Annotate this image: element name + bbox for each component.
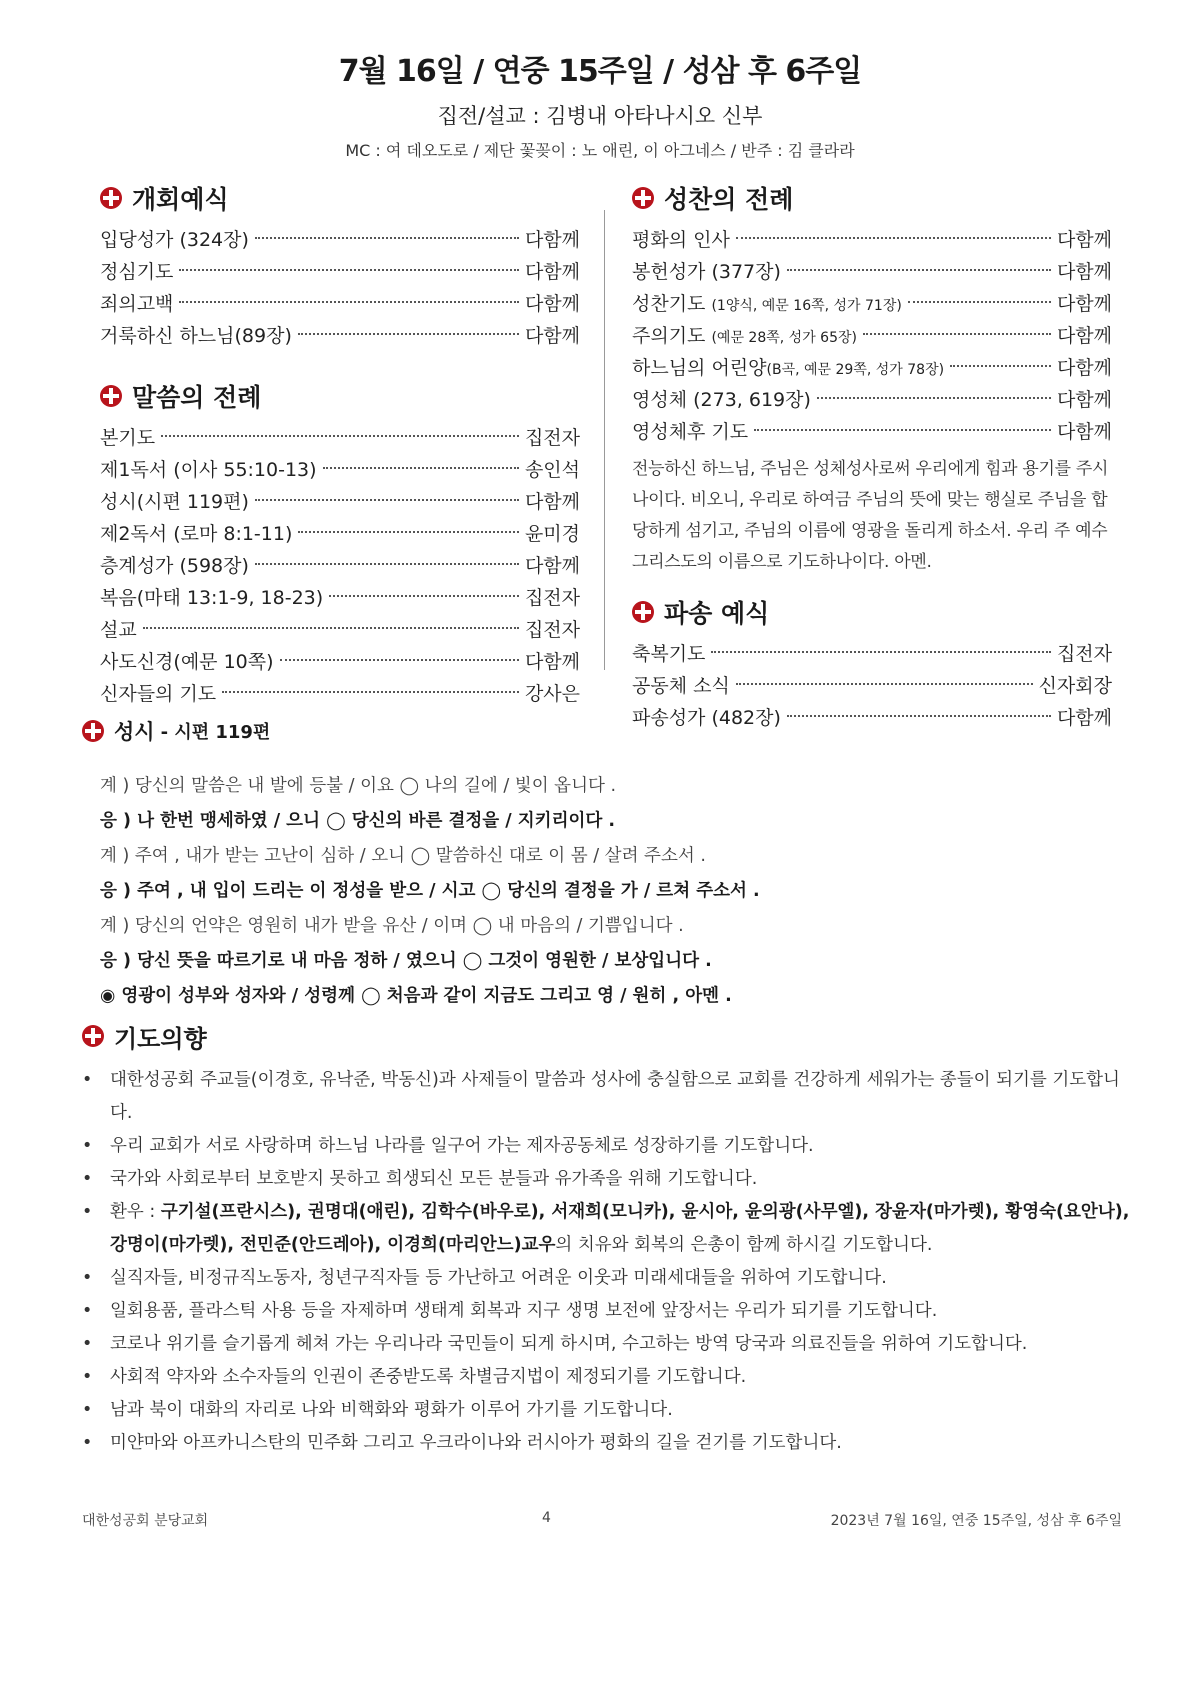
order-item-label: 하느님의 어린양(B곡, 예문 29쪽, 성가 78장)	[632, 357, 945, 379]
psalm-verse: 응 ) 주여 , 내 입이 드리는 이 정성을 받으 / 시고 ◯ 당신의 결정을 가 / 르쳐 주소서 .	[100, 881, 760, 901]
bullet-icon: •	[82, 1070, 93, 1090]
leader-dots	[736, 683, 1033, 685]
order-item-label: 복음(마태 13:1-9, 18-23)	[100, 587, 324, 609]
order-row	[632, 288, 1112, 320]
order-item-leader: 다함께	[524, 261, 580, 283]
intention-item: • 대한성공회 주교들(이경호, 유낙준, 박동신)과 사제들이 말씀과 성사에 충실함으로 교회를 건강하게 세워가는 종들이 되기를 기도합니다.	[82, 1064, 1132, 1130]
order-item-label: 입당성가 (324장)	[100, 229, 249, 251]
order-item-label: 거룩하신 하느님(89장)	[100, 325, 292, 347]
opening-rows	[100, 224, 580, 352]
leader-dots	[255, 237, 519, 239]
bullet-icon: •	[82, 1334, 93, 1354]
order-item-label: 주의기도 (예문 28쪽, 성가 65장)	[632, 325, 857, 347]
order-item-label: 본기도	[100, 427, 156, 449]
psalm-verse: 응 ) 당신 뜻을 따르기로 내 마음 정하 / 였으니 ◯ 그것이 영원한 / 보상입니다 .	[100, 951, 712, 971]
order-item-leader: 다함께	[1056, 325, 1112, 347]
word-rows	[100, 422, 580, 710]
psalm-subtitle: - 시편 119편	[160, 722, 271, 743]
intention-item: • 우리 교회가 서로 사랑하며 하느님 나라를 일구어 가는 제자공동체로 성장하기를 기도합니다.	[82, 1130, 1132, 1163]
order-item-leader: 다함께	[524, 293, 580, 315]
red-cross-icon	[100, 187, 122, 209]
order-item-label: 층계성가 (598장)	[100, 555, 249, 577]
intentions-heading	[82, 1018, 1132, 1054]
order-item-label: 평화의 인사	[632, 229, 730, 251]
order-item-label: 신자들의 기도	[100, 683, 217, 705]
order-row	[100, 486, 580, 518]
order-item-leader: 다함께	[1056, 357, 1112, 379]
order-item-leader: 다함께	[524, 229, 580, 251]
psalm-verse: 응 ) 나 한번 맹세하였 / 으니 ◯ 당신의 바른 결정을 / 지키리이다 .	[100, 811, 616, 831]
order-item-leader: 집전자	[524, 427, 580, 449]
leader-dots	[255, 563, 519, 565]
order-row	[632, 224, 1112, 256]
intention-item: • 환우 : 구기설(프란시스), 권명대(애린), 김학수(바우로), 서재희(모니카), 윤시아, 윤의광(사무엘), 장윤자(마가렛), 황영숙(요안나), 강명이(마가렛), 전민준(안드레아), 이경희(마리안느)교우의 치유와 회복의 은총이 함께 하시길 기도합니다.	[82, 1196, 1132, 1262]
bullet-icon: •	[82, 1202, 93, 1222]
order-item-leader: 다함께	[1056, 389, 1112, 411]
post-communion-prayer: 전능하신 하느님, 주님은 성체성사로써 우리에게 힘과 용기를 주시나이다. 비오니, 우리로 하여금 주님의 뜻에 맞는 행실로 주님을 합당하게 섬기고, 주님의 이름에 영광을 돌리게 하소서. 우리 주 예수 그리스도의 이름으로 기도하나이다. 아멘.	[632, 459, 1109, 572]
order-item-leader: 다함께	[1056, 421, 1112, 443]
leader-dots	[222, 691, 519, 693]
order-row	[632, 416, 1112, 448]
order-row	[632, 670, 1112, 702]
leader-dots	[711, 651, 1051, 653]
order-item-label: 축복기도	[632, 643, 706, 665]
order-item-leader: 집전자	[524, 619, 580, 641]
order-row	[632, 352, 1112, 384]
intention-item: • 실직자들, 비정규직노동자, 청년구직자들 등 가난하고 어려운 이웃과 미래세대들을 위하여 기도합니다.	[82, 1262, 1132, 1295]
eucharist-rows	[632, 224, 1112, 448]
leader-dots	[787, 269, 1051, 271]
red-cross-icon	[82, 720, 104, 742]
bullet-icon: •	[82, 1400, 93, 1420]
leader-dots	[754, 429, 1051, 431]
bullet-icon: •	[82, 1433, 93, 1453]
section-title: 성찬의 전례	[664, 185, 794, 214]
order-item-label: 설교	[100, 619, 137, 641]
order-item-label: 제1독서 (이사 55:10-13)	[100, 459, 317, 481]
psalm-verse: 계 ) 당신의 말씀은 내 발에 등불 / 이요 ◯ 나의 길에 / 빛이 옵니다 .	[100, 776, 617, 796]
order-row	[100, 256, 580, 288]
page-title: 7월 16일 / 연중 15주일 / 성삼 후 6주일	[338, 54, 862, 89]
order-row	[632, 256, 1112, 288]
leader-dots	[950, 365, 1051, 367]
leader-dots	[908, 301, 1051, 303]
order-item-leader: 다함께	[1056, 707, 1112, 729]
leader-dots	[179, 301, 519, 303]
intentions-section	[82, 1018, 1132, 1460]
leader-dots	[161, 435, 519, 437]
bullet-icon: •	[82, 1169, 93, 1189]
order-item-leader: 집전자	[524, 587, 580, 609]
section-eucharist-heading	[632, 180, 1112, 216]
leader-dots	[143, 627, 519, 629]
mc-line: MC : 여 데오도로 / 제단 꽃꽂이 : 노 애린, 이 아그네스 / 반주 : 김 클라라	[345, 141, 855, 160]
leader-dots	[817, 397, 1051, 399]
red-cross-icon	[100, 385, 122, 407]
bullet-icon: •	[82, 1367, 93, 1387]
order-item-label: 사도신경(예문 10쪽)	[100, 651, 274, 673]
officiant-line: 집전/설교 : 김병내 아타나시오 신부	[437, 104, 763, 128]
column-divider	[604, 210, 605, 670]
intentions-title: 기도의향	[114, 1024, 207, 1053]
footer-page-number: 4	[542, 1510, 551, 1526]
order-item-leader: 다함께	[524, 325, 580, 347]
footer-date: 2023년 7월 16일, 연중 15주일, 성삼 후 6주일	[830, 1513, 1122, 1529]
order-item-label: 제2독서 (로마 8:1-11)	[100, 523, 293, 545]
leader-dots	[329, 595, 519, 597]
red-cross-icon	[632, 601, 654, 623]
section-word-heading	[100, 378, 580, 414]
order-row	[100, 288, 580, 320]
section-opening-heading	[100, 180, 580, 216]
section-title: 말씀의 전례	[132, 383, 262, 412]
intention-item: • 남과 북이 대화의 자리로 나와 비핵화와 평화가 이루어 가기를 기도합니다.	[82, 1394, 1132, 1427]
order-item-label: 영성체후 기도	[632, 421, 749, 443]
order-row	[632, 320, 1112, 352]
leader-dots	[179, 269, 519, 271]
intentions-list	[82, 1064, 1132, 1460]
footer-church: 대한성공회 분당교회	[82, 1513, 209, 1529]
leader-dots	[280, 659, 519, 661]
leader-dots	[863, 333, 1051, 335]
order-item-label: 죄의고백	[100, 293, 174, 315]
order-item-leader: 다함께	[524, 555, 580, 577]
intention-item: • 국가와 사회로부터 보호받지 못하고 희생되신 모든 분들과 유가족을 위해 기도합니다.	[82, 1163, 1132, 1196]
order-item-leader: 다함께	[1056, 261, 1112, 283]
leader-dots	[255, 499, 519, 501]
psalm-verse: 계 ) 주여 , 내가 받는 고난이 심하 / 오니 ◯ 말씀하신 대로 이 몸 / 살려 주소서 .	[100, 846, 706, 866]
psalm-verse: ◉ 영광이 성부와 성자와 / 성령께 ◯ 처음과 같이 지금도 그리고 영 / 원히 , 아멘 .	[100, 986, 732, 1006]
page-header	[0, 46, 1200, 161]
order-item-leader: 다함께	[524, 491, 580, 513]
right-column	[632, 180, 1112, 734]
intention-item: • 미얀마와 아프카니스탄의 민주화 그리고 우크라이나와 러시아가 평화의 길을 걷기를 기도합니다.	[82, 1427, 1132, 1460]
intention-item: • 코로나 위기를 슬기롭게 헤쳐 가는 우리나라 국민들이 되게 하시며, 수고하는 방역 당국과 의료진들을 위하여 기도합니다.	[82, 1328, 1132, 1361]
leader-dots	[323, 467, 519, 469]
order-item-label: 성찬기도 (1양식, 예문 16쪽, 성가 71장)	[632, 293, 902, 315]
order-row	[100, 518, 580, 550]
order-item-leader: 신자회장	[1038, 675, 1112, 697]
bullet-icon: •	[82, 1136, 93, 1156]
section-dismissal-heading	[632, 594, 1112, 630]
order-row	[100, 582, 580, 614]
order-item-label: 정심기도	[100, 261, 174, 283]
leader-dots	[736, 237, 1051, 239]
psalm-heading	[82, 713, 1142, 749]
order-item-leader: 다함께	[524, 651, 580, 673]
psalm-section	[82, 713, 1142, 1014]
left-column	[100, 180, 580, 710]
red-cross-icon	[82, 1025, 104, 1047]
order-row	[100, 422, 580, 454]
order-item-leader: 집전자	[1056, 643, 1112, 665]
red-cross-icon	[632, 187, 654, 209]
order-row	[100, 646, 580, 678]
psalm-verses	[82, 769, 1142, 1014]
order-item-leader: 다함께	[1056, 293, 1112, 315]
order-item-label: 영성체 (273, 619장)	[632, 389, 811, 411]
order-row	[100, 320, 580, 352]
psalm-title: 성시	[114, 720, 155, 744]
order-row	[100, 550, 580, 582]
order-item-label: 파송성가 (482장)	[632, 707, 781, 729]
order-row	[100, 224, 580, 256]
order-item-label: 성시(시편 119편)	[100, 491, 249, 513]
order-item-label: 봉헌성가 (377장)	[632, 261, 781, 283]
bullet-icon: •	[82, 1268, 93, 1288]
order-item-leader: 송인석	[524, 459, 580, 481]
order-item-label: 공동체 소식	[632, 675, 730, 697]
order-row	[100, 678, 580, 710]
order-row	[100, 614, 580, 646]
order-item-leader: 윤미경	[524, 523, 580, 545]
order-item-leader: 강사은	[524, 683, 580, 705]
leader-dots	[298, 333, 519, 335]
order-item-leader: 다함께	[1056, 229, 1112, 251]
leader-dots	[298, 531, 519, 533]
intention-item: • 사회적 약자와 소수자들의 인권이 존중받도록 차별금지법이 제정되기를 기도합니다.	[82, 1361, 1132, 1394]
order-row	[100, 454, 580, 486]
order-row	[632, 638, 1112, 670]
section-title: 파송 예식	[664, 599, 770, 628]
order-row	[632, 384, 1112, 416]
bullet-icon: •	[82, 1301, 93, 1321]
psalm-verse: 계 ) 당신의 언약은 영원히 내가 받을 유산 / 이며 ◯ 내 마음의 / 기쁨입니다 .	[100, 916, 684, 936]
section-title: 개회예식	[132, 185, 229, 214]
intention-item: • 일회용품, 플라스틱 사용 등을 자제하며 생태계 회복과 지구 생명 보전에 앞장서는 우리가 되기를 기도합니다.	[82, 1295, 1132, 1328]
